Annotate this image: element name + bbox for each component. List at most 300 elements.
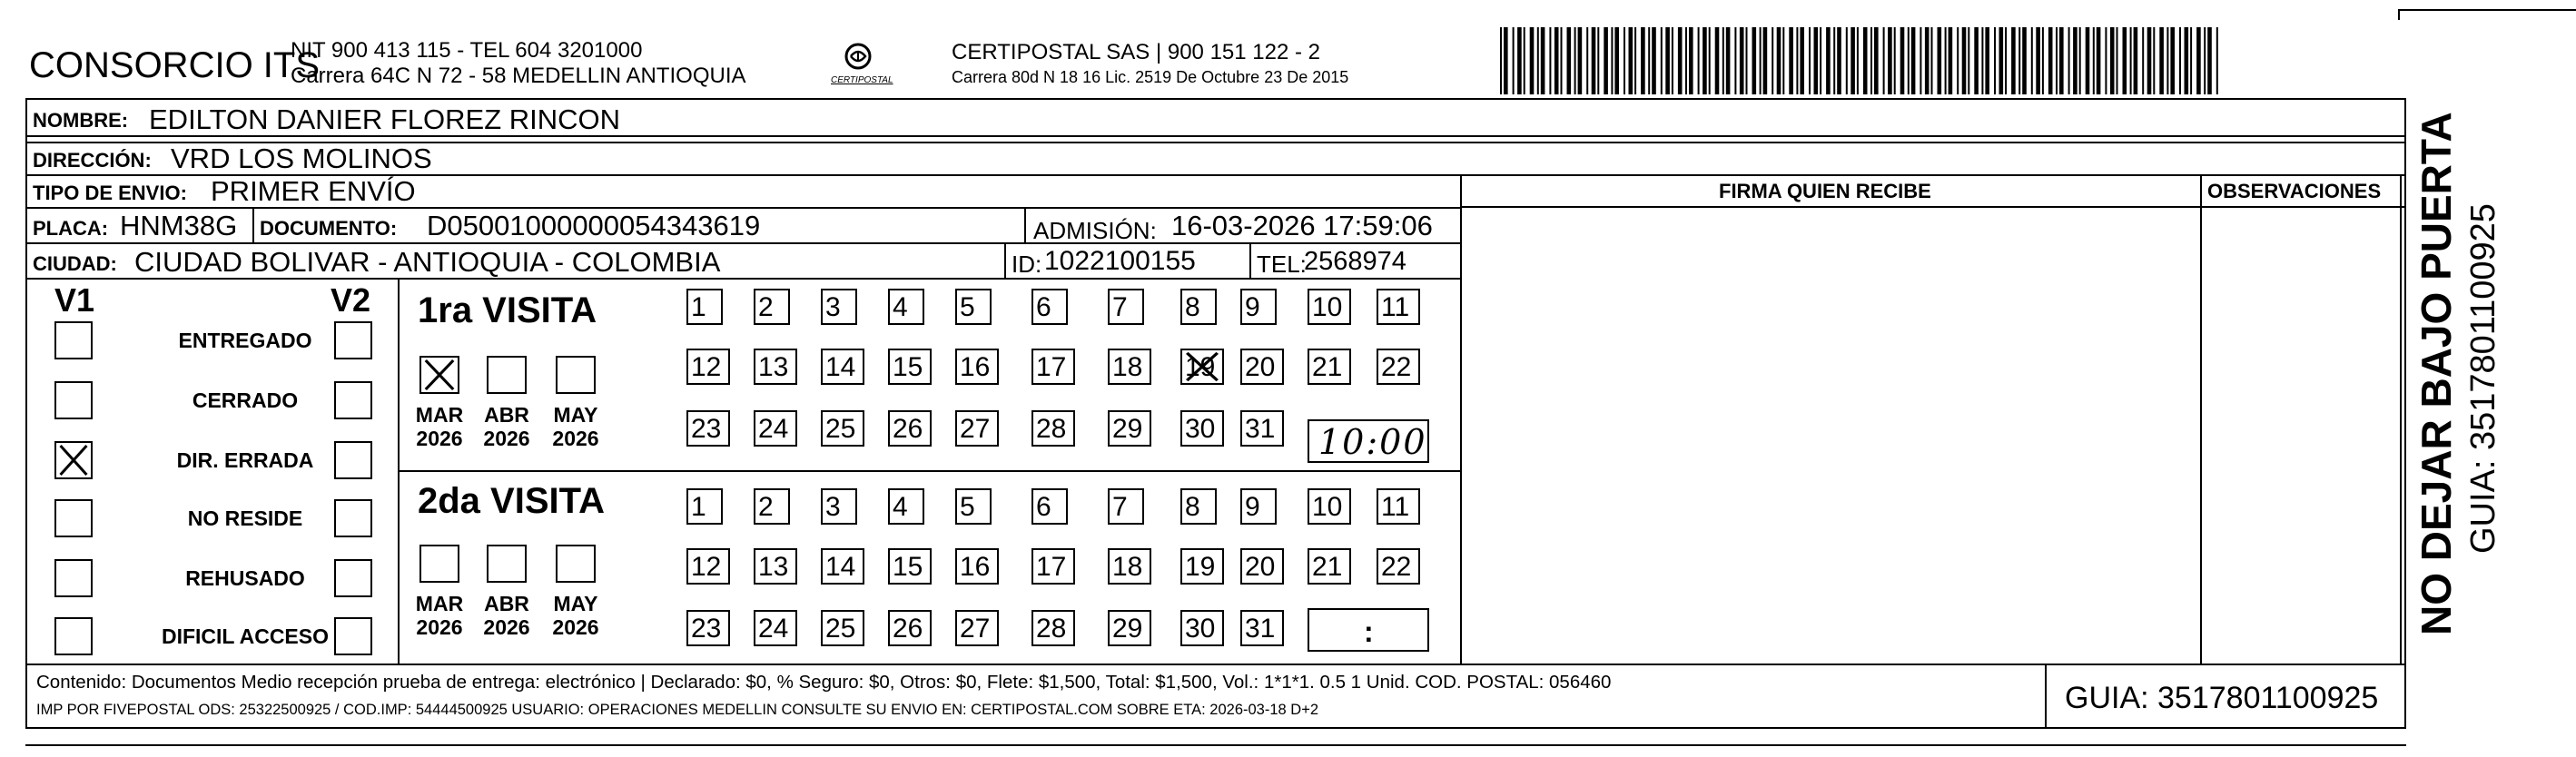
barcode-bar bbox=[2196, 27, 2201, 94]
barcode-bar bbox=[2170, 27, 2175, 94]
visit1-month-checkbox[interactable] bbox=[419, 356, 459, 394]
row-line-1 bbox=[25, 135, 2406, 137]
footer-contenido: Contenido: Documentos Medio recepción prueba de entrega: electrónico | Declarado: $0, % Seguro: $0, Otros: $0, Flete: $1,500, Total: $1,500, Vol.: 1*1*1. 0.5 1 Unid. COD. POSTAL: 056460 bbox=[36, 672, 1612, 693]
barcode-bar bbox=[1863, 27, 1868, 94]
visit2-day-number: 3 bbox=[825, 492, 841, 522]
visit1-day-number: 31 bbox=[1245, 414, 1276, 444]
visit1-day-number: 7 bbox=[1112, 292, 1128, 322]
barcode-bar bbox=[1624, 27, 1625, 94]
visit2-day-number: 9 bbox=[1245, 492, 1260, 522]
v1-checkbox[interactable] bbox=[54, 617, 93, 655]
visit1-title: 1ra VISITA bbox=[418, 290, 597, 330]
visit2-month-checkbox[interactable] bbox=[419, 545, 459, 583]
visit2-day-box[interactable] bbox=[955, 548, 999, 585]
barcode-bar bbox=[1920, 27, 1921, 94]
visit1-year-label: 2026 bbox=[416, 427, 463, 450]
barcode-bar bbox=[2056, 27, 2058, 94]
visit2-day-number: 28 bbox=[1036, 614, 1067, 644]
barcode-bar bbox=[1567, 27, 1572, 94]
visit1-month-label: MAY bbox=[553, 403, 598, 427]
visit2-day-box[interactable] bbox=[1031, 548, 1075, 585]
barcode bbox=[1500, 27, 2223, 94]
v1-checkbox[interactable] bbox=[54, 499, 93, 537]
barcode-bar bbox=[2086, 27, 2090, 94]
visit2-day-number: 14 bbox=[825, 552, 856, 582]
visit1-day-number: 2 bbox=[758, 292, 774, 322]
visit2-month-label: MAY bbox=[553, 592, 598, 615]
barcode-bar bbox=[1746, 27, 1748, 94]
visit2-day-box[interactable] bbox=[1308, 548, 1351, 585]
divider-footer-guia bbox=[2045, 664, 2047, 729]
barcode-bar bbox=[1800, 27, 1804, 94]
visit1-day-box[interactable] bbox=[1240, 349, 1284, 385]
carrier-address: Carrera 80d N 18 16 Lic. 2519 De Octubre 23 De 2015 bbox=[952, 68, 1349, 86]
side-guia: GUIA: 3517801100925 bbox=[2464, 203, 2502, 554]
visit1-day-box[interactable] bbox=[1308, 289, 1351, 325]
direccion-label: DIRECCIÓN: bbox=[33, 149, 152, 172]
visit1-day-box[interactable] bbox=[1377, 349, 1420, 385]
visit1-day-box[interactable] bbox=[1180, 289, 1217, 325]
v1-checkbox[interactable] bbox=[54, 321, 93, 359]
nombre-label: NOMBRE: bbox=[33, 109, 129, 132]
barcode-bar bbox=[1888, 27, 1892, 94]
barcode-bar bbox=[1537, 27, 1539, 94]
visit1-day-box[interactable] bbox=[1108, 410, 1151, 447]
visit2-day-box[interactable] bbox=[1108, 548, 1151, 585]
visit1-day-number: 9 bbox=[1245, 292, 1260, 322]
x-mark-icon bbox=[56, 443, 91, 477]
visit2-day-box[interactable] bbox=[1108, 488, 1144, 525]
visit1-time-box[interactable] bbox=[1308, 419, 1429, 463]
visit2-day-box[interactable] bbox=[821, 548, 864, 585]
barcode-bar bbox=[1726, 27, 1731, 94]
barcode-bar bbox=[2117, 27, 2118, 94]
barcode-bar bbox=[2073, 27, 2078, 94]
visit1-day-box[interactable] bbox=[888, 410, 932, 447]
barcode-bar bbox=[1985, 27, 1989, 94]
visit1-day-box[interactable] bbox=[888, 289, 924, 325]
visit2-year-label: 2026 bbox=[483, 615, 530, 639]
visit1-day-number: 29 bbox=[1112, 414, 1143, 444]
barcode-bar bbox=[1883, 27, 1885, 94]
visit2-day-box[interactable] bbox=[1180, 488, 1217, 525]
visit2-day-number: 31 bbox=[1245, 614, 1276, 644]
tel-label: TEL: bbox=[1257, 251, 1307, 278]
visit1-day-number: 4 bbox=[893, 292, 908, 322]
visit2-day-box[interactable] bbox=[686, 548, 730, 585]
admision-label: ADMISIÓN: bbox=[1033, 217, 1157, 244]
visit1-day-number: 28 bbox=[1036, 414, 1067, 444]
visit2-day-box[interactable] bbox=[754, 610, 797, 646]
logo-caption: CERTIPOSTAL bbox=[831, 75, 893, 85]
divider-observaciones bbox=[2200, 174, 2202, 664]
visit1-month-label: ABR bbox=[484, 403, 529, 427]
visit1-day-number: 21 bbox=[1312, 352, 1343, 382]
visit2-day-number: 5 bbox=[960, 492, 975, 522]
visit2-day-box[interactable] bbox=[1031, 610, 1075, 646]
visit1-month-label: MAR bbox=[415, 403, 464, 427]
barcode-bar bbox=[1530, 27, 1535, 94]
barcode-bar bbox=[1925, 27, 1930, 94]
v2-header: V2 bbox=[331, 281, 371, 319]
visit2-day-box[interactable] bbox=[1240, 548, 1284, 585]
visit1-year-label: 2026 bbox=[552, 427, 599, 450]
visit1-day-box[interactable] bbox=[955, 289, 992, 325]
barcode-bar bbox=[2207, 27, 2212, 94]
visit1-day-box[interactable] bbox=[1031, 349, 1075, 385]
v2-checkbox[interactable] bbox=[334, 381, 372, 419]
visit1-day-box[interactable] bbox=[1240, 410, 1284, 447]
barcode-bar bbox=[2097, 27, 2101, 94]
divider-firma bbox=[1460, 174, 1462, 664]
visit1-day-box[interactable] bbox=[686, 289, 723, 325]
visit-separator bbox=[398, 470, 1460, 472]
barcode-bar bbox=[1641, 27, 1645, 94]
visit2-day-box[interactable] bbox=[888, 610, 932, 646]
barcode-bar bbox=[1715, 27, 1720, 94]
visit2-day-box[interactable] bbox=[1240, 488, 1277, 525]
visit1-day-number: 15 bbox=[893, 352, 923, 382]
visit1-year-label: 2026 bbox=[483, 427, 530, 450]
barcode-bar bbox=[1900, 27, 1905, 94]
barcode-bar bbox=[2142, 27, 2144, 94]
barcode-bar bbox=[1908, 27, 1910, 94]
barcode-bar bbox=[2005, 27, 2007, 94]
v2-checkbox[interactable] bbox=[334, 441, 372, 479]
barcode-bar bbox=[1826, 27, 1831, 94]
barcode-bar bbox=[1597, 27, 1599, 94]
barcode-bar bbox=[1513, 27, 1515, 94]
visit2-day-box[interactable] bbox=[1180, 610, 1224, 646]
visit2-time-value: : bbox=[1364, 615, 1374, 648]
barcode-bar bbox=[1814, 27, 1819, 94]
barcode-bar bbox=[2018, 27, 2020, 94]
barcode-bar bbox=[2123, 27, 2127, 94]
documento-label: DOCUMENTO: bbox=[260, 217, 398, 240]
barcode-bar bbox=[1796, 27, 1798, 94]
visit1-day-number: 11 bbox=[1381, 292, 1410, 322]
barcode-bar bbox=[1957, 27, 1959, 94]
v2-checkbox[interactable] bbox=[334, 559, 372, 597]
visit1-month-checkbox[interactable] bbox=[487, 356, 527, 394]
barcode-bar bbox=[1994, 27, 1996, 94]
observaciones-header: OBSERVACIONES bbox=[2207, 180, 2382, 202]
certipostal-logo bbox=[831, 38, 893, 93]
barcode-bar bbox=[1672, 27, 1673, 94]
visit2-day-box[interactable] bbox=[821, 610, 864, 646]
visit1-day-box[interactable] bbox=[1031, 410, 1075, 447]
barcode-bar bbox=[1648, 27, 1650, 94]
barcode-bar bbox=[1517, 27, 1522, 94]
v1-checkbox[interactable] bbox=[54, 381, 93, 419]
barcode-bar bbox=[1931, 27, 1933, 94]
visit1-day-box[interactable] bbox=[754, 349, 797, 385]
barcode-bar bbox=[1999, 27, 2004, 94]
visit1-day-box[interactable] bbox=[821, 289, 857, 325]
visit2-day-number: 17 bbox=[1036, 552, 1067, 582]
barcode-bar bbox=[1574, 27, 1576, 94]
v2-checkbox[interactable] bbox=[334, 321, 372, 359]
v1-header: V1 bbox=[54, 281, 95, 319]
status-label: CERRADO bbox=[192, 388, 299, 412]
barcode-bar bbox=[2159, 27, 2164, 94]
visit1-day-number: 24 bbox=[758, 414, 789, 444]
barcode-bar bbox=[2185, 27, 2189, 94]
barcode-bar bbox=[1549, 27, 1551, 94]
visit1-day-number: 1 bbox=[691, 292, 706, 322]
visit2-day-number: 20 bbox=[1245, 552, 1276, 582]
visit2-title: 2da VISITA bbox=[418, 481, 605, 521]
visit1-day-number: 5 bbox=[960, 292, 975, 322]
barcode-bar bbox=[1846, 27, 1848, 94]
visit1-day-box[interactable] bbox=[754, 289, 790, 325]
barcode-bar bbox=[1851, 27, 1855, 94]
ciudad-value: CIUDAD BOLIVAR - ANTIOQUIA - COLOMBIA bbox=[134, 246, 721, 278]
v1-checkbox[interactable] bbox=[54, 441, 93, 479]
barcode-bar bbox=[1789, 27, 1793, 94]
barcode-bar bbox=[2059, 27, 2064, 94]
visit1-day-number: 16 bbox=[960, 352, 991, 382]
placa-value: HNM38G bbox=[120, 210, 238, 241]
visit1-day-number: 27 bbox=[960, 414, 991, 444]
visit2-day-number: 24 bbox=[758, 614, 789, 644]
id-value: 1022100155 bbox=[1044, 246, 1196, 276]
visit1-day-number: 22 bbox=[1381, 352, 1412, 382]
visit2-month-checkbox[interactable] bbox=[556, 545, 596, 583]
placa-label: PLACA: bbox=[33, 217, 109, 240]
barcode-bar bbox=[1634, 27, 1636, 94]
visit2-day-box[interactable] bbox=[754, 548, 797, 585]
barcode-bar bbox=[1837, 27, 1841, 94]
barcode-bar bbox=[1740, 27, 1744, 94]
v2-checkbox[interactable] bbox=[334, 499, 372, 537]
visit1-day-number: 25 bbox=[825, 414, 856, 444]
visit2-day-number: 22 bbox=[1381, 552, 1412, 582]
barcode-graphic bbox=[1500, 27, 2223, 94]
barcode-bar bbox=[2134, 27, 2138, 94]
corner-line-left bbox=[2398, 9, 2400, 20]
barcode-bar bbox=[1820, 27, 1821, 94]
barcode-bar bbox=[1661, 27, 1663, 94]
barcode-bar bbox=[1809, 27, 1811, 94]
row-line-6 bbox=[25, 278, 1460, 280]
barcode-bar bbox=[1938, 27, 1942, 94]
visit2-day-box[interactable] bbox=[955, 488, 992, 525]
barcode-bar bbox=[1586, 27, 1588, 94]
visit2-day-number: 21 bbox=[1312, 552, 1343, 582]
visit1-day-number: 6 bbox=[1036, 292, 1051, 322]
visit2-day-box[interactable] bbox=[1377, 488, 1420, 525]
visit2-day-number: 18 bbox=[1112, 552, 1143, 582]
visit2-day-box[interactable] bbox=[686, 488, 723, 525]
visit1-day-box[interactable] bbox=[686, 410, 730, 447]
company-nit-tel: NIT 900 413 115 - TEL 604 3201000 bbox=[291, 38, 643, 63]
x-mark-icon bbox=[421, 358, 458, 392]
barcode-bar bbox=[1554, 27, 1559, 94]
visit1-day-box[interactable] bbox=[888, 349, 932, 385]
visit1-day-box[interactable] bbox=[754, 410, 797, 447]
barcode-bar bbox=[1604, 27, 1608, 94]
barcode-bar bbox=[2110, 27, 2115, 94]
carrier-name: CERTIPOSTAL SAS | 900 151 122 - 2 bbox=[952, 40, 1320, 64]
divider-admision bbox=[1024, 207, 1026, 242]
visit2-day-number: 30 bbox=[1185, 614, 1216, 644]
barcode-bar bbox=[2130, 27, 2132, 94]
status-label: ENTREGADO bbox=[178, 329, 312, 352]
barcode-bar bbox=[2036, 27, 2040, 94]
visit2-month-checkbox[interactable] bbox=[487, 545, 527, 583]
barcode-bar bbox=[1777, 27, 1781, 94]
barcode-bar bbox=[1685, 27, 1687, 94]
visit1-day-number: 23 bbox=[691, 414, 722, 444]
visit1-day-box[interactable] bbox=[1308, 349, 1351, 385]
visit2-day-box[interactable] bbox=[1377, 548, 1420, 585]
visit1-day-box[interactable] bbox=[821, 410, 864, 447]
tipo-envio-value: PRIMER ENVÍO bbox=[211, 175, 416, 207]
status-label: DIR. ERRADA bbox=[176, 448, 314, 472]
barcode-bar bbox=[2022, 27, 2027, 94]
visit1-day-number: 20 bbox=[1245, 352, 1276, 382]
barcode-bar bbox=[1760, 27, 1762, 94]
visit1-day-box[interactable] bbox=[1108, 289, 1144, 325]
visit1-day-number: 30 bbox=[1185, 414, 1216, 444]
visit1-day-box[interactable] bbox=[1031, 289, 1068, 325]
visit2-year-label: 2026 bbox=[552, 615, 599, 639]
visit1-day-number: 8 bbox=[1185, 292, 1200, 322]
visit2-day-box[interactable] bbox=[955, 610, 999, 646]
barcode-bar bbox=[1592, 27, 1596, 94]
visit2-day-box[interactable] bbox=[686, 610, 730, 646]
visit2-day-number: 25 bbox=[825, 614, 856, 644]
barcode-bar bbox=[1968, 27, 1969, 94]
visit1-time-value: 10:00 bbox=[1318, 422, 1427, 462]
visit2-day-box[interactable] bbox=[1240, 610, 1284, 646]
barcode-bar bbox=[1734, 27, 1736, 94]
barcode-bar bbox=[1911, 27, 1916, 94]
visit1-day-number: 19 bbox=[1185, 352, 1216, 382]
barcode-bar bbox=[1611, 27, 1613, 94]
visit2-time-box[interactable] bbox=[1308, 608, 1429, 652]
barcode-bar bbox=[1500, 27, 1502, 94]
barcode-bar bbox=[2204, 27, 2206, 94]
divider-tel bbox=[1249, 242, 1251, 278]
barcode-bar bbox=[1524, 27, 1525, 94]
barcode-bar bbox=[1652, 27, 1656, 94]
v2-checkbox[interactable] bbox=[334, 617, 372, 655]
nombre-value: EDILTON DANIER FLOREZ RINCON bbox=[149, 103, 621, 135]
barcode-bar bbox=[1945, 27, 1947, 94]
visit2-day-box[interactable] bbox=[1108, 610, 1151, 646]
row-line-4b bbox=[1460, 206, 2406, 208]
visit2-day-box[interactable] bbox=[1180, 548, 1224, 585]
barcode-bar bbox=[1763, 27, 1768, 94]
barcode-bar bbox=[1833, 27, 1835, 94]
firma-header: FIRMA QUIEN RECIBE bbox=[1719, 180, 1931, 202]
visit2-day-box[interactable] bbox=[1031, 488, 1068, 525]
visit1-day-box[interactable] bbox=[955, 349, 999, 385]
visit2-day-number: 8 bbox=[1185, 492, 1200, 522]
barcode-bar bbox=[1629, 27, 1633, 94]
visit2-day-number: 26 bbox=[893, 614, 923, 644]
barcode-bar bbox=[1752, 27, 1757, 94]
status-label: REHUSADO bbox=[185, 566, 305, 590]
visit1-day-box[interactable] bbox=[1180, 349, 1224, 385]
v1-checkbox[interactable] bbox=[54, 559, 93, 597]
status-label: NO RESIDE bbox=[187, 506, 303, 530]
corner-line-top bbox=[2398, 9, 2576, 11]
visit2-month-label: MAR bbox=[415, 592, 464, 615]
barcode-bar bbox=[2048, 27, 2053, 94]
visit2-day-number: 19 bbox=[1185, 552, 1216, 582]
barcode-bar bbox=[1614, 27, 1619, 94]
barcode-bar bbox=[1504, 27, 1508, 94]
ciudad-label: CIUDAD: bbox=[33, 252, 117, 275]
visit1-day-box[interactable] bbox=[686, 349, 730, 385]
barcode-bar bbox=[1782, 27, 1784, 94]
visit2-day-number: 11 bbox=[1381, 492, 1410, 522]
visit2-day-number: 23 bbox=[691, 614, 722, 644]
visit1-day-number: 12 bbox=[691, 352, 722, 382]
barcode-bar bbox=[2166, 27, 2168, 94]
barcode-bar bbox=[1561, 27, 1563, 94]
visit2-day-number: 13 bbox=[758, 552, 789, 582]
visit1-day-number: 13 bbox=[758, 352, 789, 382]
visit1-day-box[interactable] bbox=[1180, 410, 1224, 447]
barcode-bar bbox=[1703, 27, 1707, 94]
direccion-value: VRD LOS MOLINOS bbox=[171, 143, 432, 174]
visit2-day-box[interactable] bbox=[821, 488, 857, 525]
barcode-bar bbox=[1962, 27, 1967, 94]
barcode-bar bbox=[1870, 27, 1872, 94]
visit2-month-label: ABR bbox=[484, 592, 529, 615]
visit1-day-number: 17 bbox=[1036, 352, 1067, 382]
barcode-bar bbox=[1857, 27, 1859, 94]
barcode-bar bbox=[2031, 27, 2033, 94]
visit2-day-number: 16 bbox=[960, 552, 991, 582]
visit2-day-number: 10 bbox=[1312, 492, 1343, 522]
visit1-day-box[interactable] bbox=[955, 410, 999, 447]
barcode-bar bbox=[1772, 27, 1773, 94]
visit1-day-number: 18 bbox=[1112, 352, 1143, 382]
visit2-day-box[interactable] bbox=[888, 488, 924, 525]
divider-id bbox=[1004, 242, 1006, 278]
divider-right bbox=[2400, 174, 2402, 664]
visit2-day-number: 6 bbox=[1036, 492, 1051, 522]
visit1-day-number: 3 bbox=[825, 292, 841, 322]
visit1-day-number: 14 bbox=[825, 352, 856, 382]
visit2-day-box[interactable] bbox=[1308, 488, 1351, 525]
barcode-bar bbox=[2068, 27, 2070, 94]
visit1-day-box[interactable] bbox=[1240, 289, 1277, 325]
tel-value: 2568974 bbox=[1304, 247, 1406, 276]
x-mark-icon bbox=[1182, 350, 1222, 383]
barcode-bar bbox=[2216, 27, 2218, 94]
visit2-day-box[interactable] bbox=[754, 488, 790, 525]
visit1-day-box[interactable] bbox=[821, 349, 864, 385]
barcode-bar bbox=[1894, 27, 1896, 94]
row-line-5 bbox=[25, 242, 1460, 244]
visit1-month-checkbox[interactable] bbox=[556, 356, 596, 394]
visit2-day-box[interactable] bbox=[888, 548, 932, 585]
visit1-day-box[interactable] bbox=[1377, 289, 1420, 325]
visit2-day-number: 12 bbox=[691, 552, 722, 582]
barcode-bar bbox=[1974, 27, 1979, 94]
footer-line bbox=[25, 664, 2406, 665]
barcode-bar bbox=[1678, 27, 1683, 94]
row-line-4 bbox=[25, 207, 1460, 209]
barcode-bar bbox=[2190, 27, 2192, 94]
visit1-day-box[interactable] bbox=[1108, 349, 1151, 385]
